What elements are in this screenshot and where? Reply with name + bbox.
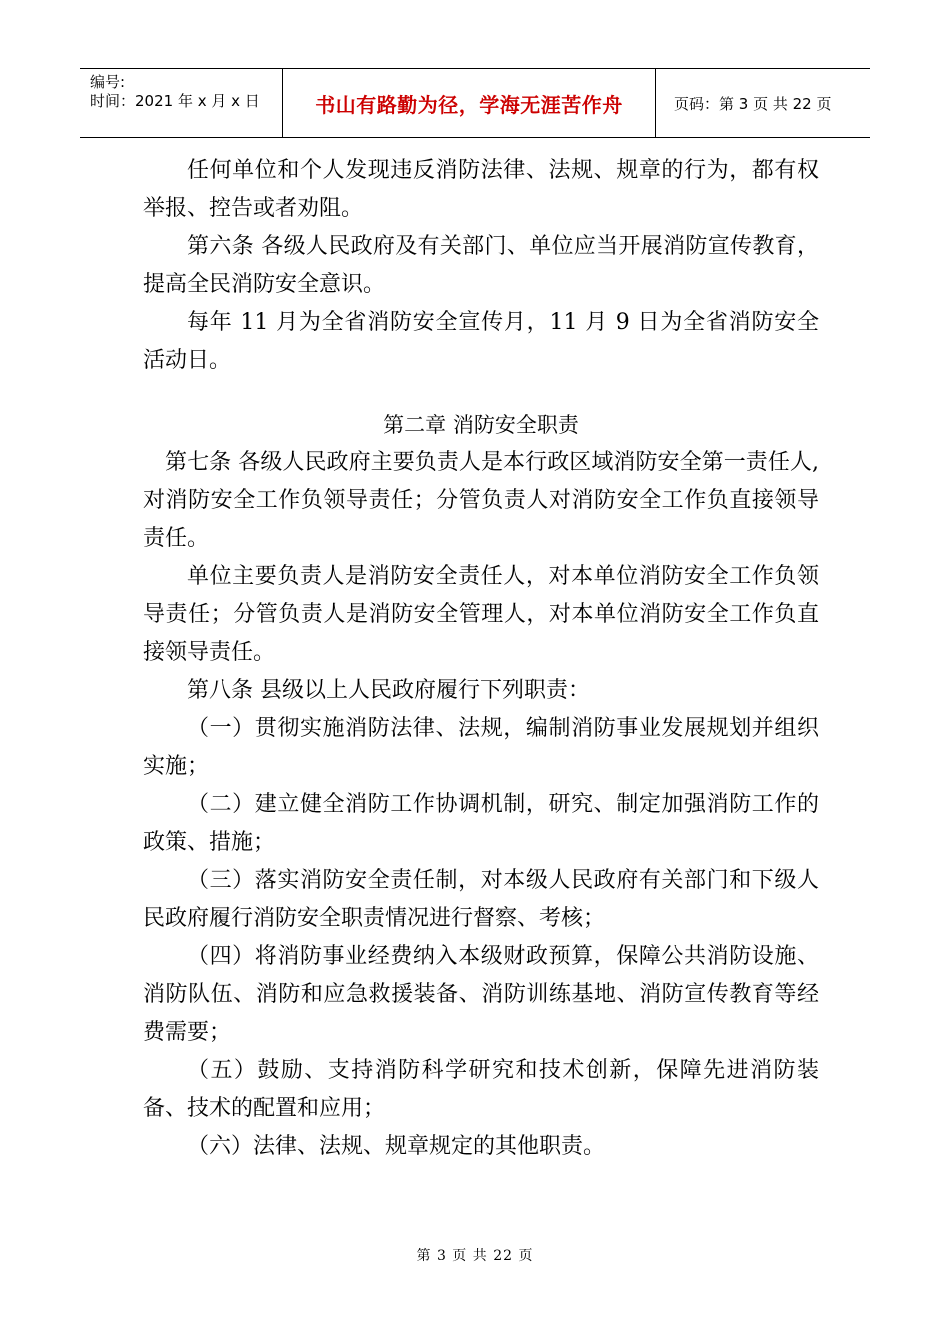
list-item-duty-4: （四）将消防事业经费纳入本级财政预算，保障公共消防设施、消防队伍、消防和应急救援装备、消防训练基地、消防宣传教育等经费需要；	[143, 944, 819, 1045]
paragraph-report-violations: 任何单位和个人发现违反消防法律、法规、规章的行为，都有权举报、控告或者劝阻。	[143, 158, 819, 221]
page-footer: 第 3 页 共 22 页	[416, 1248, 534, 1264]
header-motto-cell	[283, 69, 656, 137]
document-number-label: 编号:	[90, 73, 126, 91]
paragraph-unit-responsibility: 单位主要负责人是消防安全责任人，对本单位消防安全工作负领导责任；分管负责人是消防安全管理人，对本单位消防安全工作负直接领导责任。	[143, 564, 819, 665]
paragraph-article-7: 第七条 各级人民政府主要负责人是本行政区域消防安全第一责任人,对消防安全工作负领导责任；分管负责人对消防安全工作负直接领导责任。	[143, 450, 819, 551]
list-item-duty-5: （五）鼓励、支持消防科学研究和技术创新，保障先进消防装备、技术的配置和应用；	[143, 1058, 819, 1121]
paragraph-article-6: 第六条 各级人民政府及有关部门、单位应当开展消防宣传教育，提高全民消防安全意识。	[143, 234, 819, 297]
list-item-duty-2: （二）建立健全消防工作协调机制，研究、制定加强消防工作的政策、措施；	[143, 792, 819, 855]
header-meta-cell	[80, 69, 283, 137]
header-page-cell	[664, 69, 870, 137]
header-motto: 书山有路勤为径，学海无涯苦作舟	[315, 92, 623, 117]
paragraph-article-8: 第八条 县级以上人民政府履行下列职责：	[187, 678, 590, 703]
list-item-duty-1: （一）贯彻实施消防法律、法规，编制消防事业发展规划并组织实施；	[143, 716, 819, 779]
chapter-title: 第二章 消防安全职责	[383, 413, 579, 437]
paragraph-safety-month: 每年 11 月为全省消防安全宣传月，11 月 9 日为全省消防安全活动日。	[143, 310, 819, 373]
list-item-duty-3: （三）落实消防安全责任制，对本级人民政府有关部门和下级人民政府履行消防安全职责情况进行督察、考核；	[143, 868, 819, 931]
document-date-label: 时间：2021 年 x 月 x 日	[90, 92, 260, 110]
list-item-duty-6: （六）法律、法规、规章规定的其他职责。	[187, 1134, 606, 1159]
document-header	[80, 68, 870, 138]
header-page-info: 页码：第 3 页 共 22 页	[674, 94, 832, 113]
document-body	[143, 152, 819, 1166]
